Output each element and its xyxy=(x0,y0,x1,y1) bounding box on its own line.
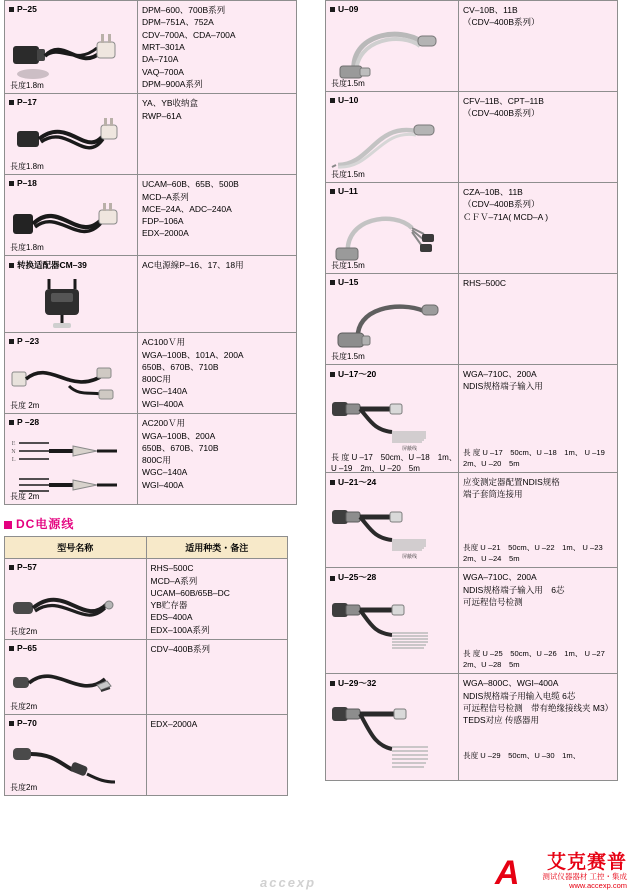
bullet-square-icon xyxy=(9,420,14,425)
desc-line: NDIS规格端子输入用 xyxy=(463,381,543,392)
product-image-cell xyxy=(326,365,459,473)
desc-line: （CDV–400B系列） xyxy=(463,199,540,210)
table-row xyxy=(5,715,288,796)
desc-line: WGA–800C、WGI–400A xyxy=(463,678,559,689)
cable-length: 長度1.5m xyxy=(331,261,365,270)
product-description-cell xyxy=(138,1,297,94)
desc-line: 800C用 xyxy=(142,455,171,466)
desc-line: DPM–600、700B系列 xyxy=(142,5,226,15)
table-row xyxy=(5,333,297,414)
bullet-square-icon xyxy=(330,98,335,103)
desc-line: MRT–301A xyxy=(142,41,185,52)
product-description-cell xyxy=(459,1,618,92)
cable-length: 長度1.5m xyxy=(331,79,365,88)
length-note: 長度 U –29 50cm、U –30 1m、 xyxy=(463,751,581,761)
brand-tagline: 测试仪器器材 工控・集成 xyxy=(542,872,627,881)
svg-text:Ｎ: Ｎ xyxy=(11,449,17,456)
desc-line: CDV–700A、CDA–700A xyxy=(142,29,236,40)
desc-line: YA、YB收纳盒 xyxy=(142,98,199,109)
desc-line: CV–10B、11B xyxy=(463,5,518,15)
table-row xyxy=(5,559,288,640)
table-row xyxy=(326,674,618,781)
product-description-cell xyxy=(138,333,297,414)
table-header-row xyxy=(5,537,288,559)
cable-length: 長度2m xyxy=(10,702,38,712)
desc-line: UCAM–60B、65B、500B xyxy=(142,179,239,190)
desc-line: YB贮存器 xyxy=(150,600,188,611)
svg-text:Ｅ: Ｅ xyxy=(11,441,17,448)
desc-line: AC100Ｖ用 xyxy=(142,337,185,348)
cable-illustration xyxy=(330,490,442,562)
bullet-square-icon xyxy=(330,480,335,485)
model-label: P –23 xyxy=(9,336,133,346)
table-row xyxy=(5,640,288,715)
table-row xyxy=(5,94,297,175)
desc-line: WGC–140A xyxy=(142,386,188,397)
cable-length: 長 度 U –17 50cm、U –18 1m、 U –19 2m、U –20 5m xyxy=(331,452,457,473)
desc-line: CDV–400B系列 xyxy=(150,644,211,655)
cable-illustration xyxy=(330,382,442,454)
desc-line: FDP–106A xyxy=(142,216,184,227)
bullet-square-icon xyxy=(9,565,14,570)
model-label: P –28 xyxy=(9,417,133,427)
cable-illustration xyxy=(330,691,442,777)
model-label: U–10 xyxy=(330,95,454,105)
desc-line: WGC–140A xyxy=(142,467,188,478)
product-description-cell xyxy=(146,559,288,640)
watermark-text: accexp xyxy=(260,875,317,890)
table-row xyxy=(326,183,618,274)
table-row xyxy=(326,1,618,92)
bullet-square-icon xyxy=(9,7,14,12)
desc-line: RHS–500C xyxy=(463,278,506,288)
model-label: P–17 xyxy=(9,97,133,107)
model-label: P–18 xyxy=(9,178,133,188)
product-description-cell xyxy=(459,274,618,365)
desc-line: MCD–A系列 xyxy=(150,575,198,586)
desc-line: WGI–400A xyxy=(142,479,184,490)
product-image-cell xyxy=(326,274,459,365)
desc-line: AC电源線P–16、17、18用 xyxy=(142,260,244,271)
desc-line: VAQ–700A xyxy=(142,66,184,77)
product-image-cell xyxy=(5,1,138,94)
bullet-square-icon xyxy=(9,263,14,268)
cable-length: 長度 2m xyxy=(10,401,40,411)
desc-line: UCAM–60B/65B–DC xyxy=(150,587,230,598)
bullet-square-icon xyxy=(330,681,335,686)
product-description-cell xyxy=(146,715,288,796)
desc-line: 端子套筒连接用 xyxy=(463,488,523,499)
product-image-cell xyxy=(326,674,459,781)
svg-text:屏蔽线: 屏蔽线 xyxy=(402,553,418,560)
logo-mark-icon: A xyxy=(495,854,520,892)
desc-line: RHS–500C xyxy=(150,563,194,574)
model-label: U–29～32 xyxy=(330,677,454,689)
bullet-square-icon xyxy=(330,372,335,377)
bullet-square-icon xyxy=(9,646,14,651)
model-label: P–70 xyxy=(9,718,142,728)
cable-length: 長度1.5m xyxy=(331,170,365,179)
desc-line: 650B、670B、710B xyxy=(142,442,219,453)
desc-line: MCE–24A、ADC–240A xyxy=(142,203,232,214)
desc-line: 应变测定器配置NDIS规格 xyxy=(463,476,560,487)
product-image-cell xyxy=(326,92,459,183)
desc-line: DPM–751A、752A xyxy=(142,17,214,28)
desc-line: 650B、670B、710B xyxy=(142,361,219,372)
model-label: U–11 xyxy=(330,186,454,196)
cable-length: 長度1.8m xyxy=(10,81,44,91)
desc-line: CZA–10B、11B xyxy=(463,187,523,197)
model-label: 转换适配器CM–39 xyxy=(9,259,133,271)
desc-line: ＣＦＶ–71A( MCD–A ) xyxy=(463,211,549,222)
bullet-square-icon xyxy=(330,7,335,12)
table-row xyxy=(326,472,618,568)
desc-line: EDX–2000A xyxy=(150,719,198,730)
length-note: 長 度 U –17 50cm、U –18 1m、 U –19 2m、U –20 5m xyxy=(463,447,613,468)
adapter-illustration xyxy=(9,273,121,329)
desc-line: RWP–61A xyxy=(142,110,182,121)
desc-line: CFV–11B、CPT–11B xyxy=(463,96,544,106)
model-label: U–25～28 xyxy=(330,571,454,583)
model-label: U–09 xyxy=(330,4,454,14)
product-description-cell xyxy=(459,183,618,274)
cable-illustration xyxy=(330,585,442,659)
bullet-square-icon xyxy=(9,339,14,344)
table-row xyxy=(326,365,618,473)
desc-line: NDIS规格端子输入用 6芯 xyxy=(463,584,565,595)
product-image-cell xyxy=(5,94,138,175)
brand-url[interactable]: www.accexp.com xyxy=(569,881,627,890)
product-description-cell xyxy=(138,256,297,333)
desc-line: MCD–A系列 xyxy=(142,191,189,202)
desc-line: 800C用 xyxy=(142,374,171,385)
svg-text:屏蔽线: 屏蔽线 xyxy=(402,446,418,452)
table-row xyxy=(5,256,297,333)
ac-power-cord-table xyxy=(4,0,297,505)
product-image-cell xyxy=(5,414,138,505)
bullet-square-icon xyxy=(330,280,335,285)
desc-line: EDX–100A系列 xyxy=(150,624,210,635)
brand-logo xyxy=(542,853,627,890)
right-column xyxy=(325,0,625,781)
dc-power-cord-table xyxy=(4,536,288,796)
bullet-square-icon xyxy=(4,521,12,529)
bullet-square-icon xyxy=(330,189,335,194)
bullet-square-icon xyxy=(9,721,14,726)
desc-line: WGA–710C、200A xyxy=(463,369,537,379)
section-heading-dc: DC电源线 xyxy=(4,515,304,532)
table-row xyxy=(326,274,618,365)
desc-line: 可远程信号检测 带有绝缘接线夹 M3） xyxy=(463,702,614,713)
cable-length: 長度 2m xyxy=(10,492,40,502)
cable-length: 長度1.8m xyxy=(10,162,44,172)
desc-line: DPM–900A系列 xyxy=(142,78,203,89)
model-label: P–57 xyxy=(9,562,142,572)
product-image-cell xyxy=(5,640,147,715)
cable-length: 長度1.5m xyxy=(331,352,365,361)
product-description-cell xyxy=(459,92,618,183)
cable-length: 長度2m xyxy=(10,783,38,793)
column-header-model: 型号名称 xyxy=(5,537,147,559)
desc-line: DA–710A xyxy=(142,54,179,65)
product-description-cell xyxy=(146,640,288,715)
cable-illustration xyxy=(9,16,121,84)
product-description-cell xyxy=(459,568,618,674)
desc-line: WGA–710C、200A xyxy=(463,572,537,583)
bullet-square-icon xyxy=(9,181,14,186)
bullet-square-icon xyxy=(330,576,335,581)
desc-line: TEDS对应 传感器用 xyxy=(463,715,540,726)
product-image-cell xyxy=(5,559,147,640)
svg-text:Ｌ: Ｌ xyxy=(11,457,17,464)
desc-line: （CDV–400B系列） xyxy=(463,17,540,28)
left-column xyxy=(4,0,304,796)
product-image-cell xyxy=(5,333,138,414)
table-row xyxy=(5,414,297,505)
product-description-cell xyxy=(138,175,297,256)
product-image-cell xyxy=(326,568,459,674)
table-row xyxy=(5,1,297,94)
product-image-cell xyxy=(5,175,138,256)
product-description-cell xyxy=(459,674,618,781)
desc-line: WGA–100B、200A xyxy=(142,430,216,441)
table-row xyxy=(326,92,618,183)
signal-cable-table xyxy=(325,0,618,781)
model-label: P–65 xyxy=(9,643,142,653)
product-description-cell xyxy=(459,365,618,473)
cable-length: 長度1.8m xyxy=(10,243,44,253)
desc-line: （CDV–400B系列） xyxy=(463,108,540,119)
model-label: U–15 xyxy=(330,277,454,287)
cable-length: 長度2m xyxy=(10,627,38,637)
length-note: 長度 U –21 50cm、U –22 1m、 U –23 2m、U –24 5m xyxy=(463,543,611,564)
bullet-square-icon xyxy=(9,100,14,105)
product-image-cell xyxy=(5,715,147,796)
table-row xyxy=(5,175,297,256)
product-description-cell xyxy=(138,414,297,505)
product-image-cell xyxy=(326,1,459,92)
model-label: P–25 xyxy=(9,4,133,14)
desc-line: WGI–400A xyxy=(142,398,184,409)
table-row xyxy=(326,568,618,674)
desc-line: 可远程信号检测 xyxy=(463,596,523,607)
desc-line: EDX–2000A xyxy=(142,228,189,239)
product-description-cell xyxy=(459,472,618,568)
desc-line: EDS–400A xyxy=(150,612,193,623)
length-note: 長 度 U –25 50cm、U –26 1m、 U –27 2m、U –28 5m xyxy=(463,649,613,670)
desc-line: AC200Ｖ用 xyxy=(142,418,185,429)
model-label: U–17～20 xyxy=(330,368,454,380)
product-image-cell xyxy=(326,183,459,274)
desc-line: WGA–100B、101A、200A xyxy=(142,349,244,360)
product-image-cell xyxy=(5,256,138,333)
product-image-cell xyxy=(326,472,459,568)
column-header-desc: 适用种类・备注 xyxy=(146,537,288,559)
model-label: U–21～24 xyxy=(330,476,454,488)
desc-line: NDIS规格端子用输入电缆 6芯 xyxy=(463,690,576,701)
product-description-cell xyxy=(138,94,297,175)
brand-name: 艾克赛普 xyxy=(546,852,627,873)
